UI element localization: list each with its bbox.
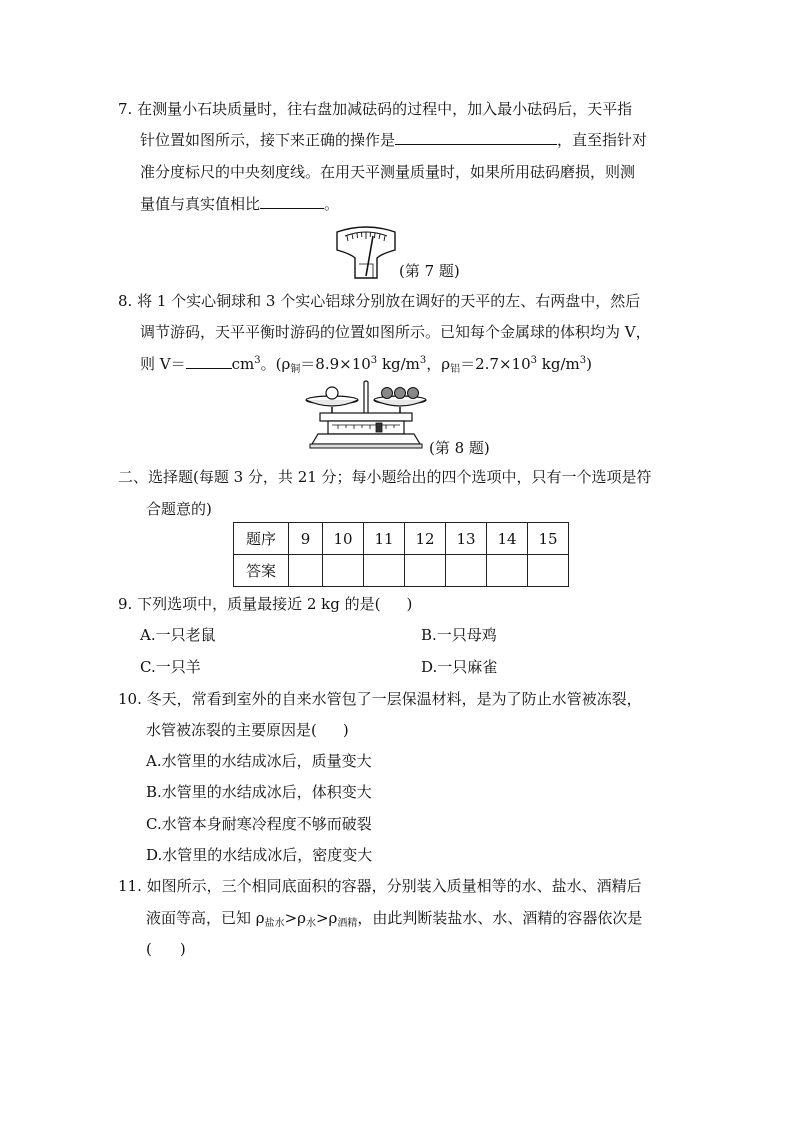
q7-line-2 xyxy=(140,130,647,150)
section2-line-1: 二、选择题(每题 3 分，共 21 分；每小题给出的四个选项中，只有一个选项是符 xyxy=(118,468,652,486)
q11-paren-open: ( xyxy=(146,940,152,958)
answer-cell[interactable] xyxy=(446,555,487,587)
section2-line-2: 合题意的) xyxy=(146,500,212,518)
q10-option-a[interactable]: A.水管里的水结成冰后，质量变大 xyxy=(146,752,372,770)
balance-pointer-figure xyxy=(333,224,399,280)
q11-gt-1: >ρ xyxy=(284,909,306,927)
q7-blank-2[interactable] xyxy=(260,194,324,209)
answer-table-number: 14 xyxy=(487,523,528,555)
q8-sub-copper: 铜 xyxy=(290,364,301,375)
q8-sep: ，ρ xyxy=(426,355,451,373)
q10-line-1: 10. 冬天，常看到室外的自来水管包了一层保温材料，是为了防止水管被冻裂， xyxy=(118,690,642,708)
q8-eq-aluminum: ＝2.7×10 xyxy=(460,355,531,373)
q8-exp-aluminum-unit: 3 xyxy=(579,355,587,366)
q8-unit-copper: kg/m xyxy=(377,355,420,373)
answer-cell[interactable] xyxy=(405,555,446,587)
q9-stem xyxy=(118,594,412,614)
q9-stem-end: ) xyxy=(406,595,413,613)
q7-line-2a: 针位置如图所示，接下来正确的操作是 xyxy=(140,131,396,149)
q7-line-2b: ，直至指针对 xyxy=(557,131,648,149)
q10-option-c[interactable]: C.水管本身耐寒冷程度不够而破裂 xyxy=(146,815,372,833)
q9-option-d[interactable]: D.一只麻雀 xyxy=(421,658,498,676)
q11-sub-alcohol: 酒精 xyxy=(337,918,358,929)
q7-line-1: 7. 在测量小石块质量时，往右盘加减砝码的过程中，加入最小砝码后，天平指 xyxy=(118,100,633,118)
q7-line-4a: 量值与真实值相比 xyxy=(140,195,261,213)
q8-exp-copper-unit: 3 xyxy=(419,355,427,366)
answer-table-number: 10 xyxy=(323,523,364,555)
answer-cell[interactable] xyxy=(364,555,405,587)
q8-unit-aluminum: kg/m xyxy=(537,355,580,373)
answer-table-number: 12 xyxy=(405,523,446,555)
answer-table-header-number: 题序 xyxy=(234,523,289,555)
q9-option-a[interactable]: A.一只老鼠 xyxy=(140,626,216,644)
q8-unit: cm xyxy=(231,355,255,373)
q10-line-2-end: ) xyxy=(342,721,349,739)
answer-table-number: 9 xyxy=(289,523,323,555)
q11-line-3 xyxy=(146,939,186,959)
q8-sub-aluminum: 铝 xyxy=(450,364,461,375)
q11-line-2a: 液面等高，已知 ρ xyxy=(146,909,265,927)
q7-blank-1[interactable] xyxy=(395,130,557,145)
q8-blank[interactable] xyxy=(186,354,232,369)
q8-exp-copper: 3 xyxy=(370,355,378,366)
q8-unit-exponent: 3 xyxy=(254,355,261,366)
q11-line-2 xyxy=(146,908,642,928)
q8-eq-copper: ＝8.9×10 xyxy=(300,355,371,373)
q8-mid: 。(ρ xyxy=(260,355,291,373)
q11-sub-salt-water: 盐水 xyxy=(264,918,285,929)
q11-gt-2: >ρ xyxy=(315,909,338,927)
answer-table-number: 11 xyxy=(364,523,405,555)
q8-close: ) xyxy=(586,355,592,373)
answer-table-number-row xyxy=(234,523,569,555)
q10-line-2 xyxy=(146,720,349,740)
q8-line-2: 调节游码，天平平衡时游码的位置如图所示。已知每个金属球的体积均为 V， xyxy=(140,323,651,341)
answer-cell[interactable] xyxy=(528,555,569,587)
q11-line-1: 11. 如图所示，三个相同底面积的容器，分别装入质量相等的水、盐水、酒精后 xyxy=(118,877,642,895)
q11-paren-close: ) xyxy=(179,940,186,958)
q9-stem-text: 9. 下列选项中，质量最接近 2 kg 的是( xyxy=(118,595,381,613)
q8-exp-aluminum: 3 xyxy=(530,355,538,366)
q8-line-1: 8. 将 1 个实心铜球和 3 个实心铝球分别放在调好的天平的左、右两盘中，然后 xyxy=(118,292,641,310)
answer-cell[interactable] xyxy=(323,555,364,587)
q10-option-b[interactable]: B.水管里的水结成冰后，体积变大 xyxy=(146,783,372,801)
q9-option-c[interactable]: C.一只羊 xyxy=(140,658,201,676)
q11-sub-water: 水 xyxy=(305,918,316,929)
answer-cell[interactable] xyxy=(289,555,323,587)
answer-table xyxy=(233,522,569,587)
q8-line-3 xyxy=(140,354,592,374)
q8-figure-caption: (第 8 题) xyxy=(429,439,490,457)
q9-option-b[interactable]: B.一只母鸡 xyxy=(421,626,497,644)
q7-line-4b: 。 xyxy=(324,195,340,213)
answer-table-header-answer: 答案 xyxy=(234,555,289,587)
answer-table-number: 13 xyxy=(446,523,487,555)
answer-table-number: 15 xyxy=(528,523,569,555)
q11-line-2b: ，由此判断装盐水、水、酒精的容器依次是 xyxy=(357,909,643,927)
q8-line-3-prefix: 则 V＝ xyxy=(140,355,186,373)
balance-scale-figure xyxy=(302,380,430,450)
q7-line-4 xyxy=(140,194,339,214)
q7-line-3: 准分度标尺的中央刻度线。在用天平测量质量时，如果所用砝码磨损，则测 xyxy=(140,163,636,181)
q10-option-d[interactable]: D.水管里的水结成冰后，密度变大 xyxy=(146,846,373,864)
q10-line-2-text: 水管被冻裂的主要原因是( xyxy=(146,721,317,739)
answer-table-answer-row xyxy=(234,555,569,587)
answer-cell[interactable] xyxy=(487,555,528,587)
q7-figure-caption: (第 7 题) xyxy=(399,262,460,280)
